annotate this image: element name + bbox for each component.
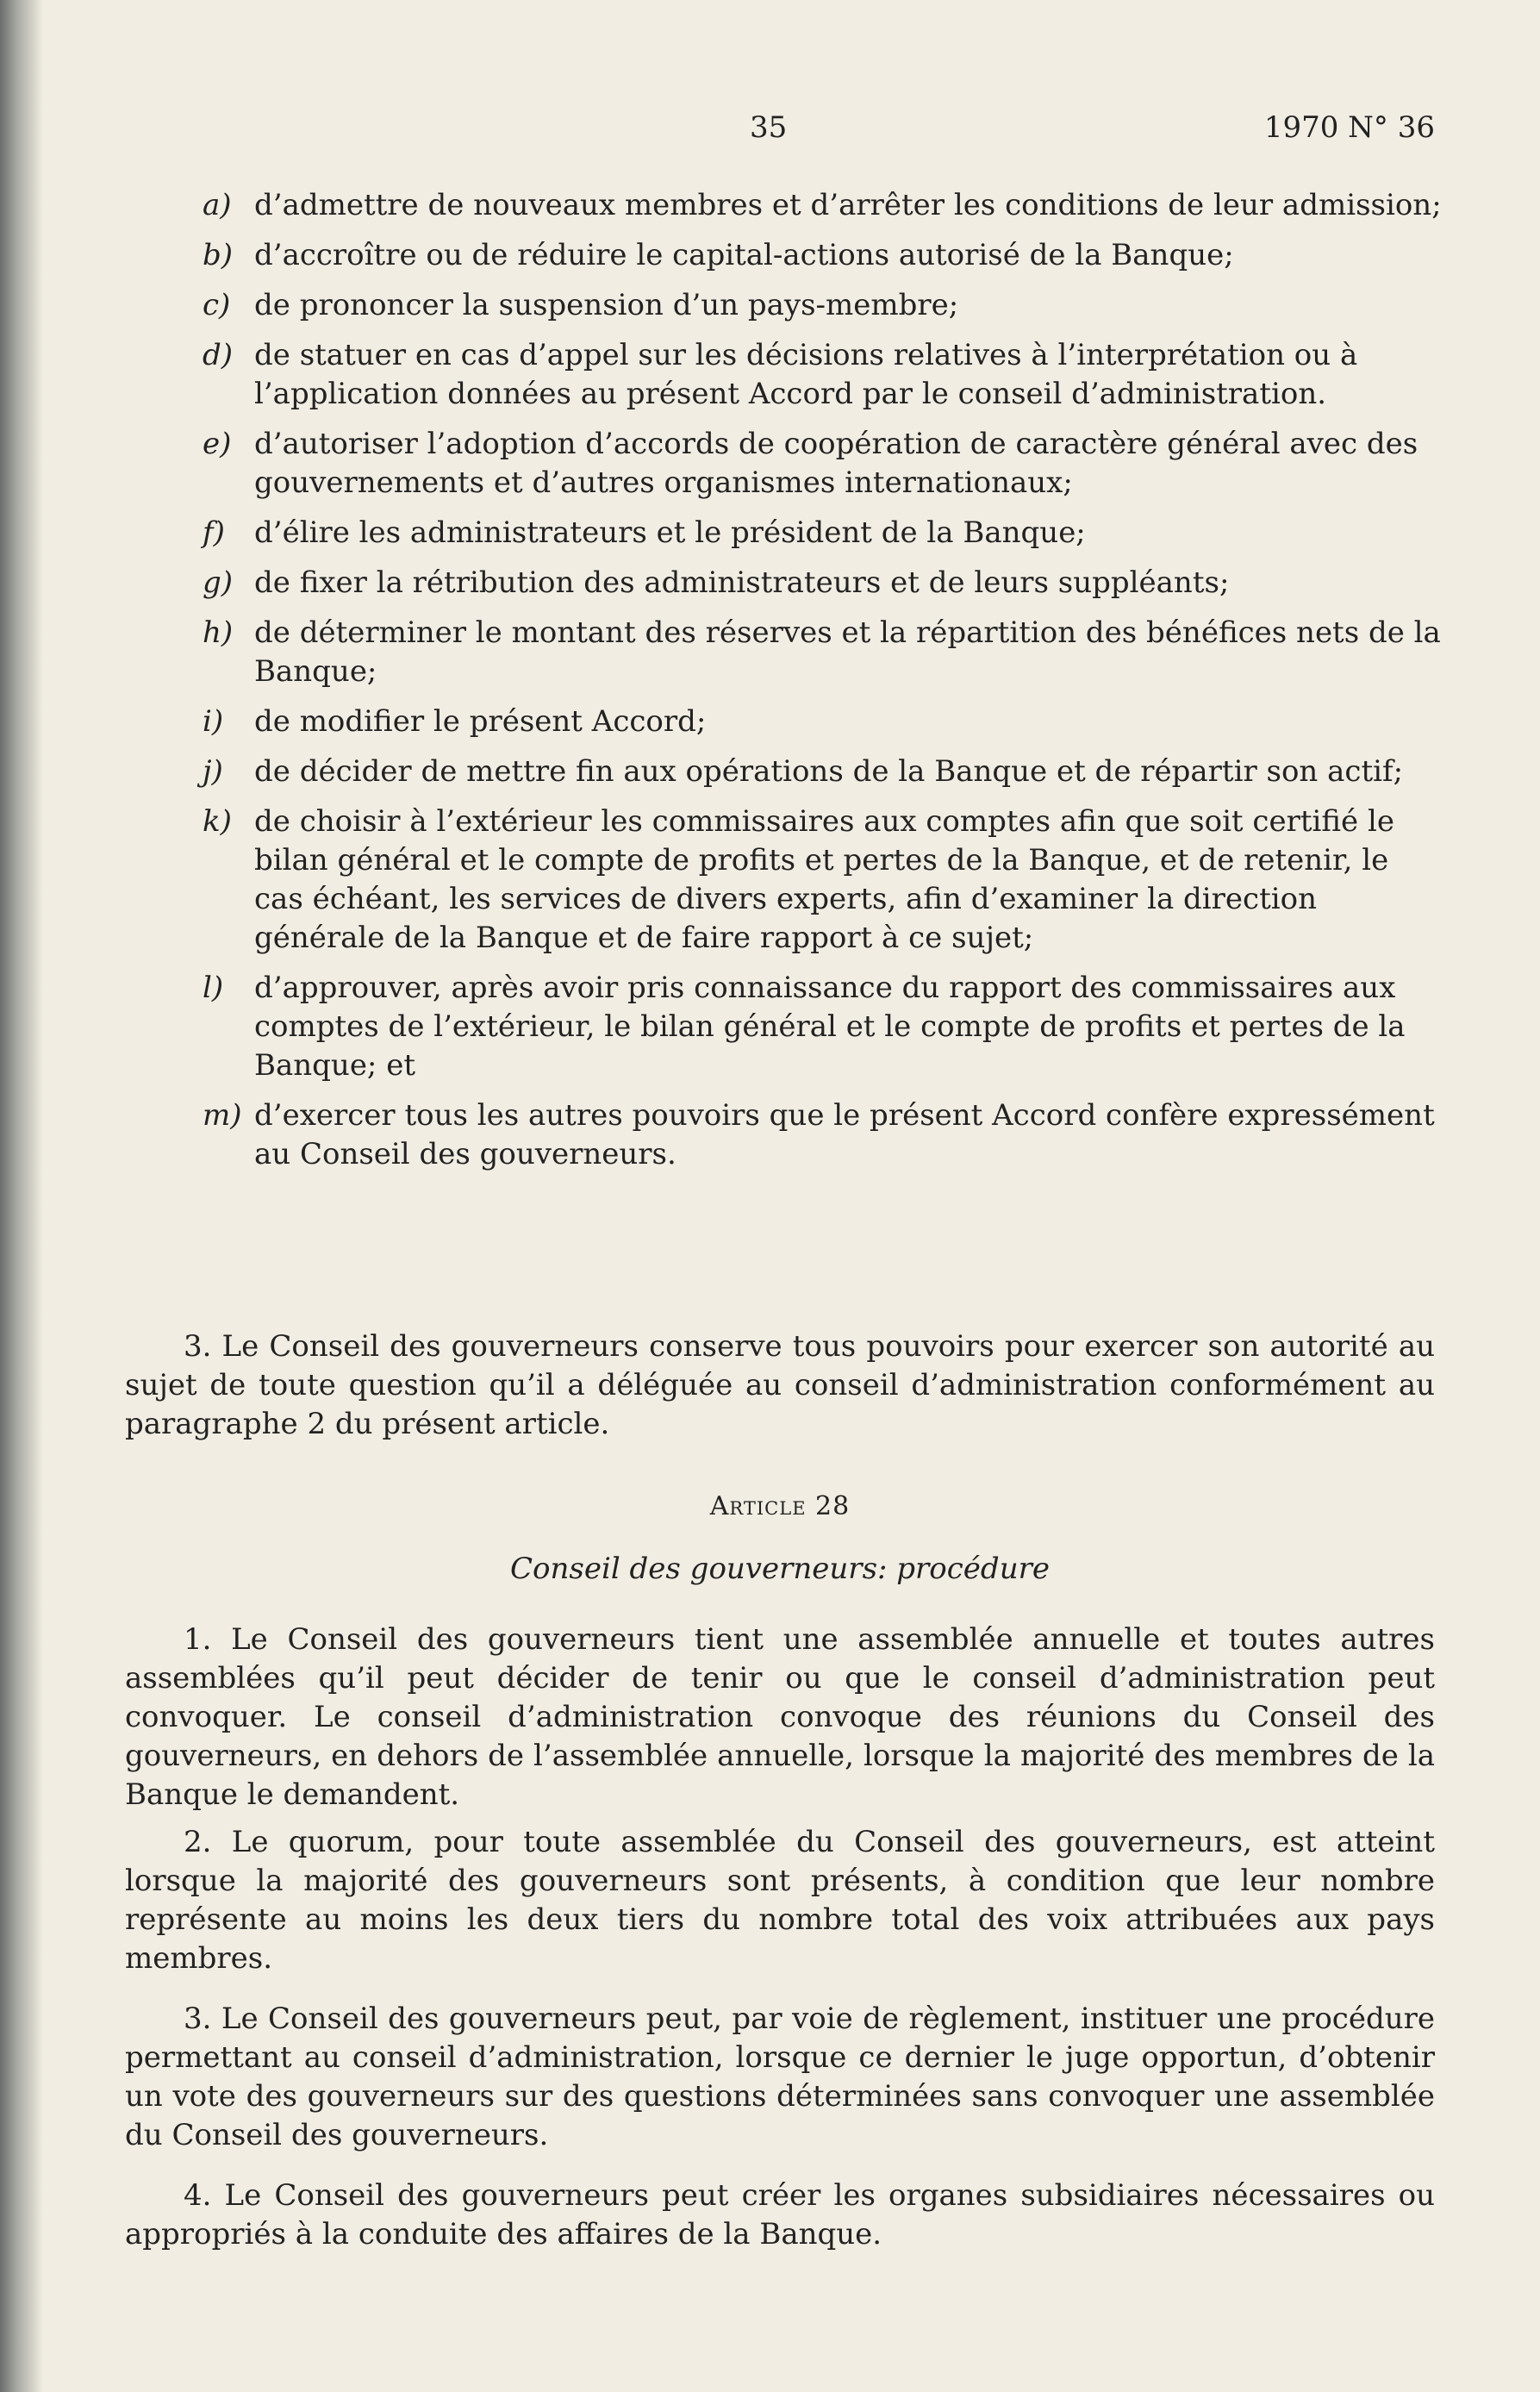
page-header bbox=[125, 110, 1435, 148]
list-item bbox=[203, 425, 1443, 503]
list-marker: l) bbox=[203, 971, 224, 1005]
list-item-text: de modifier le présent Accord; bbox=[254, 704, 707, 739]
list-marker: a) bbox=[203, 188, 232, 222]
article-paragraph-1: 1. Le Conseil des gouverneurs tient une assemblée annuelle et toutes autres assemblées qu’il peut décider de tenir ou que le conseil d’administration peut convoquer. Le conseil d’administration convoque des réunions du Conseil des gouverneurs, en dehors de l’assemblée annuelle, lorsque la majorité des membres de la Banque le demandent. bbox=[125, 1622, 1435, 1812]
list-item bbox=[203, 236, 1443, 275]
list-item-text: de statuer en cas d’appel sur les décisions relatives à l’interprétation ou à l’application données au présent Accord par le conseil d’administration. bbox=[254, 338, 1358, 411]
list-marker: c) bbox=[203, 288, 231, 322]
paragraph-block bbox=[125, 2177, 1435, 2254]
list-item-text: d’autoriser l’adoption d’accords de coopération de caractère général avec des gouvernements et d’autres organismes internationaux; bbox=[254, 427, 1418, 500]
list-marker: b) bbox=[203, 238, 234, 272]
list-item-text: d’admettre de nouveaux membres et d’arrêter les conditions de leur admission; bbox=[254, 188, 1442, 222]
list-item-text: de décider de mettre fin aux opérations de la Banque et de répartir son actif; bbox=[254, 754, 1404, 789]
list-marker: h) bbox=[203, 615, 234, 650]
list-marker: m) bbox=[203, 1098, 242, 1133]
list-item bbox=[203, 186, 1443, 225]
list-item bbox=[203, 753, 1443, 791]
page-number: 35 bbox=[750, 110, 788, 145]
paragraph-block bbox=[125, 2000, 1435, 2155]
list-item-text: d’élire les administrateurs et le président de la Banque; bbox=[254, 515, 1086, 550]
list-item bbox=[203, 703, 1443, 741]
list-item bbox=[203, 564, 1443, 603]
page-binding-shadow bbox=[0, 0, 43, 2392]
list-marker: f) bbox=[203, 515, 225, 550]
list-item bbox=[203, 514, 1443, 553]
list-item bbox=[203, 1096, 1443, 1174]
list-marker: e) bbox=[203, 427, 232, 461]
list-marker: k) bbox=[203, 804, 232, 839]
article-paragraph-3: 3. Le Conseil des gouverneurs peut, par voie de règlement, instituer une procédure permettant au conseil d’administration, lorsque ce dernier le juge opportun, d’obtenir un vote des gouverneurs sur des questions déterminées sans convoquer une assemblée du Conseil des gouverneurs. bbox=[125, 2002, 1435, 2152]
paragraph-3-delegation: 3. Le Conseil des gouverneurs conserve tous pouvoirs pour exercer son autorité au sujet de toute question qu’il a déléguée au conseil d’administration conformément au paragraphe 2 du présent article. bbox=[125, 1329, 1435, 1441]
list-item-text: de déterminer le montant des réserves et la répartition des bénéfices nets de la Banque; bbox=[254, 615, 1441, 689]
list-item-text: d’exercer tous les autres pouvoirs que le présent Accord confère expressément au Conseil des gouverneurs. bbox=[254, 1098, 1435, 1171]
list-item bbox=[203, 336, 1443, 414]
list-item bbox=[203, 286, 1443, 325]
document-page bbox=[125, 0, 1442, 2392]
article-paragraph-2: 2. Le quorum, pour toute assemblée du Conseil des gouverneurs, est atteint lorsque la majorité des gouverneurs sont présents, à condition que leur nombre représente au moins les deux tiers du nombre total des voix attribuées aux pays membres. bbox=[125, 1825, 1435, 1976]
list-item-text: de prononcer la suspension d’un pays-membre; bbox=[254, 288, 959, 322]
paragraph-block bbox=[125, 1621, 1435, 1814]
list-item-text: de fixer la rétribution des administrateurs et de leurs suppléants; bbox=[254, 565, 1230, 600]
document-reference: 1970 N° 36 bbox=[1263, 110, 1435, 145]
paragraph-block bbox=[125, 1823, 1435, 1978]
list-item bbox=[203, 969, 1443, 1085]
list-marker: d) bbox=[203, 338, 234, 372]
powers-list bbox=[203, 186, 1443, 1185]
list-item-text: d’accroître ou de réduire le capital-actions autorisé de la Banque; bbox=[254, 238, 1234, 272]
list-item-text: d’approuver, après avoir pris connaissance du rapport des commissaires aux comptes de l’extérieur, le bilan général et le compte de profits et pertes de la Banque; et bbox=[254, 971, 1406, 1083]
paragraph-block bbox=[125, 1327, 1435, 1444]
article-paragraph-4: 4. Le Conseil des gouverneurs peut créer les organes subsidiaires nécessaires ou appropriés à la conduite des affaires de la Banque. bbox=[125, 2178, 1435, 2251]
list-marker: g) bbox=[203, 565, 234, 600]
list-item bbox=[203, 614, 1443, 691]
list-item-text: de choisir à l’extérieur les commissaires aux comptes afin que soit certifié le bilan général et le compte de profits et pertes de la Banque, et de retenir, le cas échéant, les services de divers experts, afin d’examiner la direction générale de la Banque et de faire rapport à ce sujet; bbox=[254, 804, 1394, 955]
article-subtitle: Conseil des gouverneurs: procédure bbox=[510, 1552, 1050, 1586]
list-item bbox=[203, 803, 1443, 958]
list-marker: i) bbox=[203, 704, 224, 739]
article-heading: Article 28 bbox=[709, 1491, 851, 1521]
list-marker: j) bbox=[203, 754, 223, 789]
